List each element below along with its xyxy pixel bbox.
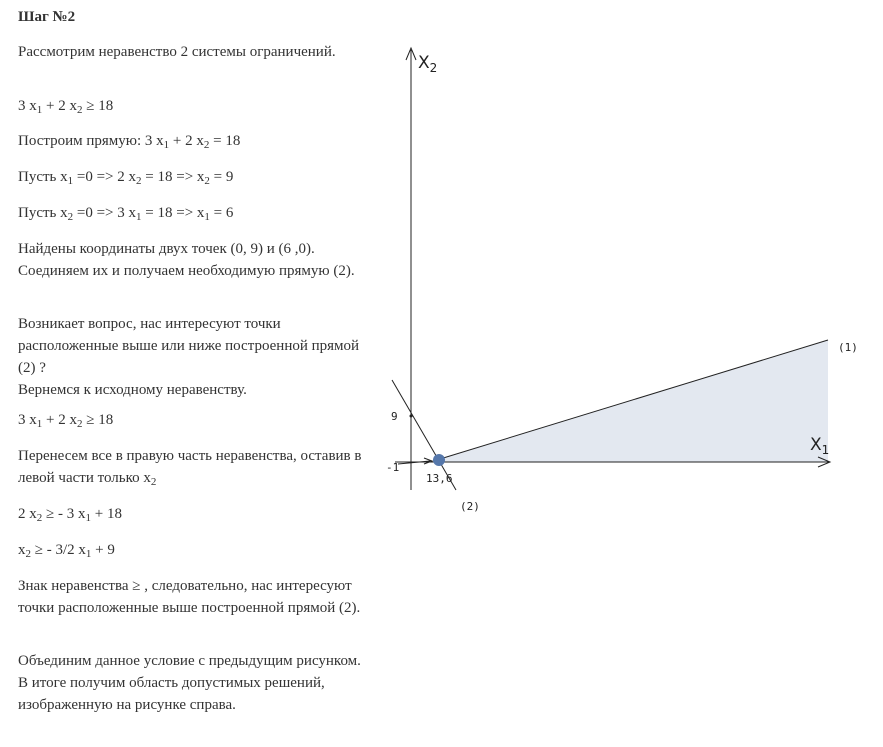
line-1-label: (1) xyxy=(838,341,858,354)
tick-9-dot xyxy=(410,415,413,418)
let-x1-zero: Пусть $x_1 =0 => 2$ $x_2 = 18 => x_2 = 9$ xyxy=(18,169,234,187)
paragraph-question: Возникает вопрос, нас интересуют точки расположенные выше или ниже построенной прямой (2) ? xyxy=(18,316,360,376)
build-line: Построим прямую: 3 $x_1 + 2$ $x_2 = 18$ xyxy=(18,133,241,151)
line-2-label: (2) xyxy=(460,500,480,513)
point-label: 13,6 xyxy=(426,472,453,485)
paragraph-sign: Знак неравенства ≥ , следовательно, нас интересуют точки расположенные выше построенной прямой (2). xyxy=(18,578,361,616)
x1-axis-label: $X_1$ xyxy=(810,435,830,457)
paragraph-consider: Рассмотрим неравенство 2 системы ограничений. xyxy=(18,44,336,60)
graph-svg xyxy=(380,40,858,520)
equation-2: $x_2$ ≥ - 3/2 $x_1 + 9$ xyxy=(18,542,115,560)
tick-minus1-label: -1 xyxy=(386,461,400,474)
paragraph-return: Вернемся к исходному неравенству. xyxy=(18,382,247,398)
feasible-region-graph xyxy=(380,40,858,520)
equation-1: 2 $x_2$ ≥ - 3 $x_1 + 18$ xyxy=(18,506,122,524)
intersection-point xyxy=(433,454,445,466)
inequality-1: 3 $x_1 + 2$ $x_2 \ge 18$ xyxy=(18,98,114,116)
inequality-2: 3 $x_1 + 2$ $x_2 \ge 18$ xyxy=(18,412,114,430)
paragraph-found-points: Найдены координаты двух точек (0, 9) и (6 ,0). Соединяем их и получаем необходимую прямую (2). xyxy=(18,241,355,279)
let-x2-zero: Пусть $x_2 =0 => 3$ $x_1 = 18 => x_1 = 6$ xyxy=(18,205,234,223)
paragraph-combine: Объединим данное условие с предыдущим рисунком. В итоге получим область допустимых решений, изображенную на рисунке справа. xyxy=(18,653,361,713)
x2-axis-label: $X_2$ xyxy=(418,53,438,75)
tick-9-label: 9 xyxy=(391,410,398,423)
step-heading: Шаг №2 xyxy=(18,9,76,25)
paragraph-move: Перенесем все в правую часть неравенства, оставив в левой части только $x_2$ xyxy=(18,448,362,488)
